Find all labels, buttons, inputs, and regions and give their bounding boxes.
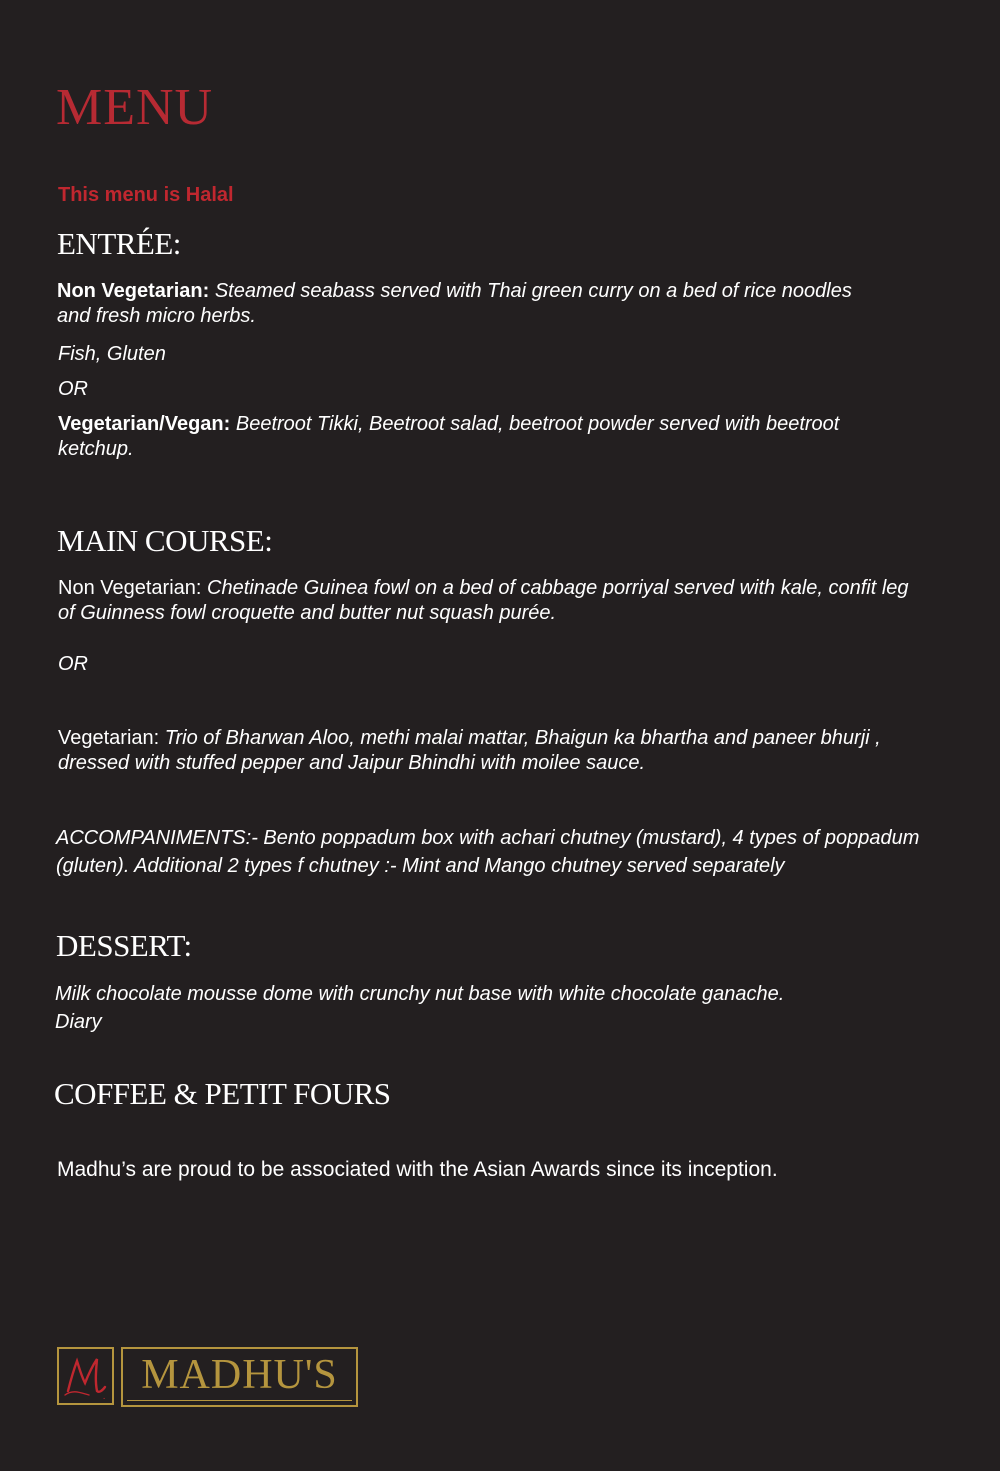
entree-veg-text: Beetroot Tikki, Beetroot salad, beetroot powder served with beetroot ketchup. xyxy=(58,413,840,460)
main-veg-item xyxy=(58,726,918,776)
main-veg-text: Trio of Bharwan Aloo, methi malai mattar, Bhaigun ka bhartha and paneer bhurji , dressed with stuffed pepper and Jaipur Bhindhi with moilee sauce. xyxy=(58,727,881,774)
dessert-allergens: Diary xyxy=(55,1011,102,1033)
logo-name-box xyxy=(121,1347,358,1407)
logo-name: MADHU'S xyxy=(141,1352,338,1398)
entree-veg-label: Vegetarian/Vegan: xyxy=(58,413,231,435)
coffee-heading: COFFEE & PETIT FOURS xyxy=(54,1076,391,1111)
entree-allergens: Fish, Gluten xyxy=(58,343,166,365)
accompaniments: ACCOMPANIMENTS:- Bento poppadum box with achari chutney (mustard), 4 types of poppadum (gluten). Additional 2 types f chutney :- Mint and Mango chutney served separately xyxy=(56,827,920,877)
main-or: OR xyxy=(58,653,88,675)
entree-veg-item xyxy=(58,412,868,462)
halal-note: This menu is Halal xyxy=(58,184,234,206)
svg-text:.: . xyxy=(103,1391,106,1401)
logo-monogram xyxy=(57,1347,114,1405)
entree-or: OR xyxy=(58,378,88,400)
association-note: Madhu’s are proud to be associated with the Asian Awards since its inception. xyxy=(57,1158,778,1181)
main-nonveg-label: Non Vegetarian: xyxy=(58,577,207,599)
dessert-text: Milk chocolate mousse dome with crunchy nut base with white chocolate ganache. xyxy=(55,983,785,1005)
dessert-heading: DESSERT: xyxy=(56,928,192,963)
main-nonveg-text: Chetinade Guinea fowl on a bed of cabbage porriyal served with kale, confit leg of Guinness fowl croquette and butter nut squash purée. xyxy=(58,577,909,624)
main-veg-label: Vegetarian: xyxy=(58,727,165,749)
monogram-m-icon xyxy=(59,1349,112,1403)
entree-heading: ENTRÉE: xyxy=(57,226,181,261)
main-nonveg-item xyxy=(58,576,918,626)
entree-nonveg-item xyxy=(57,279,887,329)
entree-nonveg-label: Non Vegetarian: xyxy=(57,280,210,302)
page-title: MENU xyxy=(56,79,214,136)
entree-nonveg-text: Steamed seabass served with Thai green curry on a bed of rice noodles and fresh micro herbs. xyxy=(57,280,852,327)
main-course-heading: MAIN COURSE: xyxy=(57,523,273,558)
